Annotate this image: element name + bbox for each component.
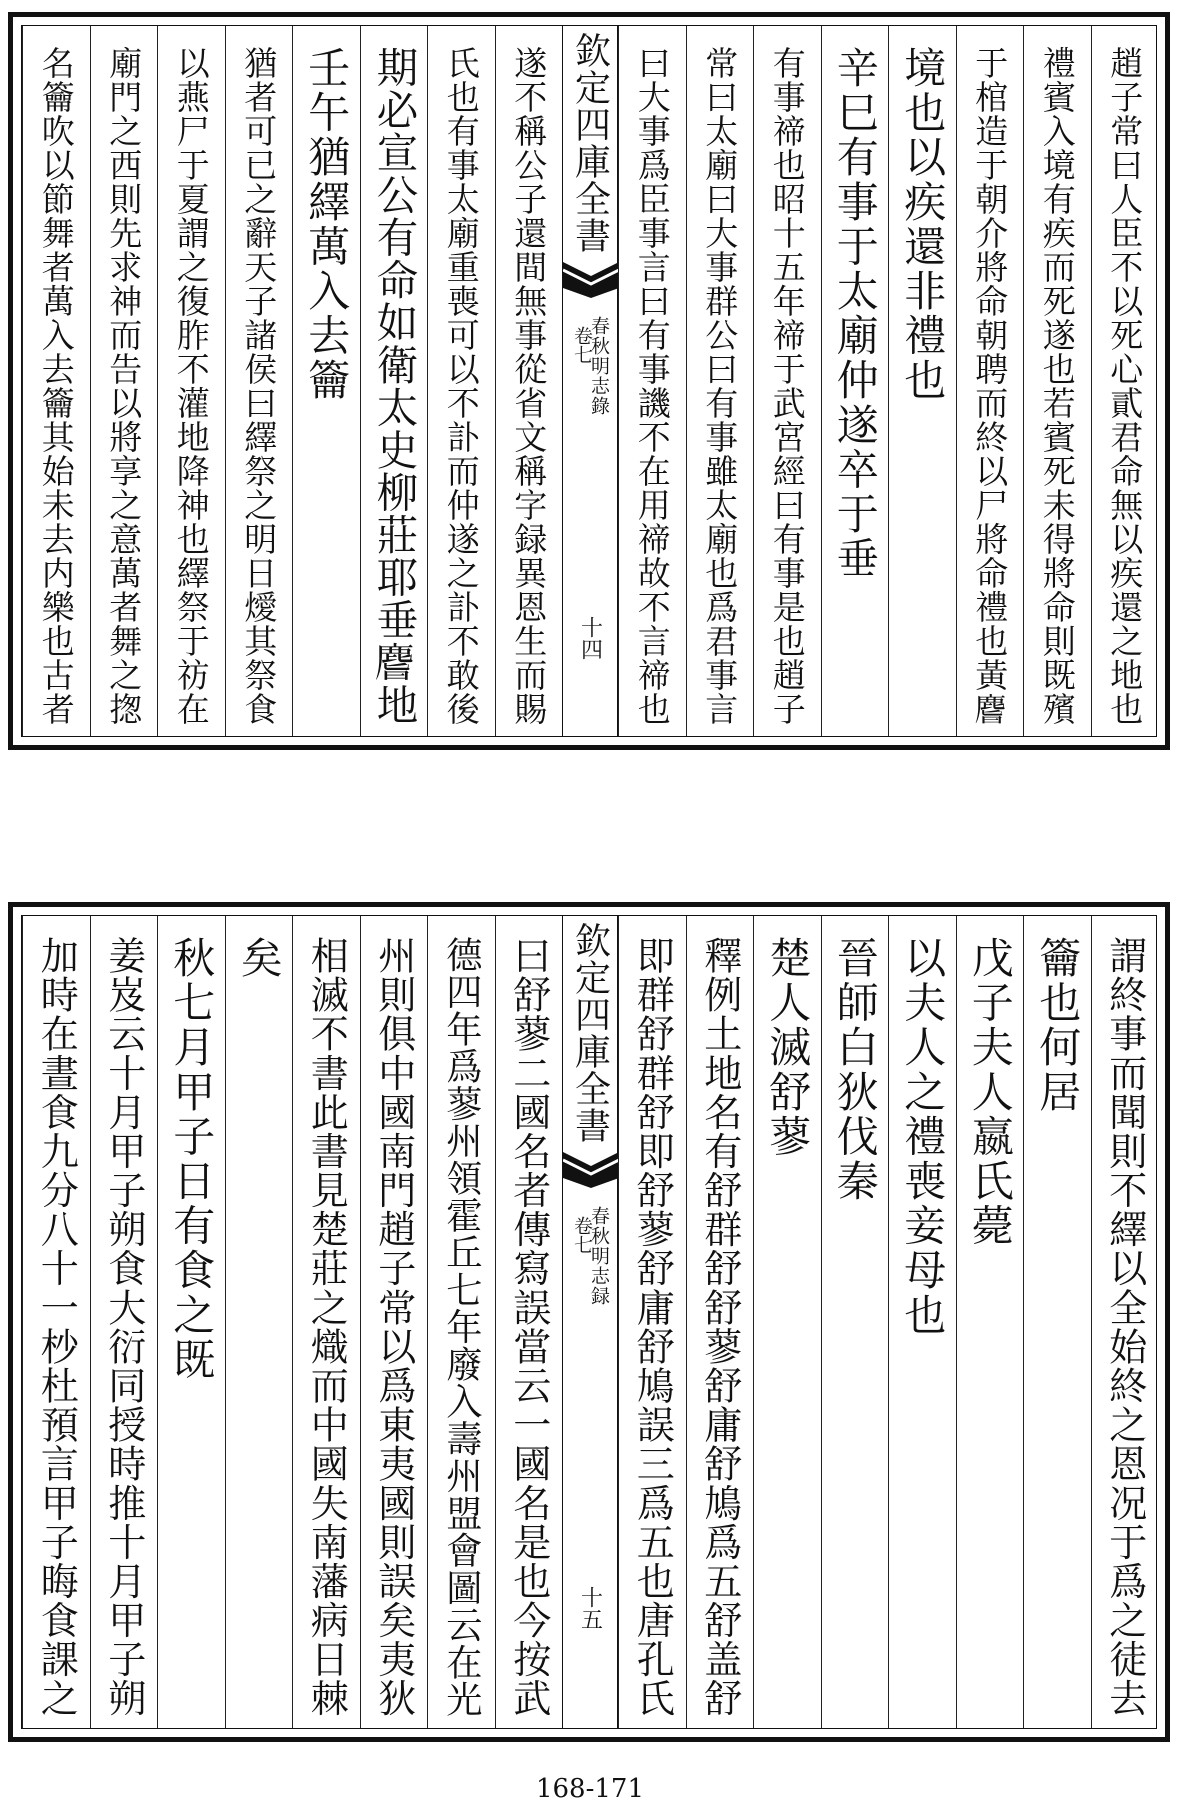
text-column xyxy=(360,916,428,1728)
text-column xyxy=(821,916,889,1728)
column-text: 釋例土地名有舒群舒舒蓼舒庸舒鳩爲五舒盖舒 xyxy=(697,936,742,1718)
collection-title: 欽定四庫全書 xyxy=(569,922,611,1144)
text-column xyxy=(292,916,360,1728)
text-column xyxy=(956,26,1024,736)
fishtail-mark-icon xyxy=(563,1148,619,1188)
text-column xyxy=(821,26,889,736)
column-text: 期必宣公有命如衛太史柳莊耶垂𪊨地 xyxy=(369,46,419,726)
column-text: 境也以疾還非禮也 xyxy=(898,46,948,403)
book-title: 春秋明志錄 xyxy=(588,316,610,416)
column-text: 氏也有事太廟重喪可以不訃而仲遂之訃不敢後 xyxy=(441,46,481,726)
column-text: 即群舒群舒即舒蓼舒庸舒鳩誤三爲五也唐孔氏 xyxy=(630,936,675,1718)
page-frame xyxy=(8,902,1170,1742)
text-column xyxy=(225,916,293,1728)
text-column xyxy=(1023,26,1091,736)
column-text: 楚人滅舒蓼 xyxy=(763,936,813,1159)
column-text: 以夫人之禮喪妾母也 xyxy=(898,936,948,1338)
text-column xyxy=(618,916,686,1728)
volume-label: 卷七 xyxy=(571,326,593,364)
column-text: 矣 xyxy=(234,936,284,981)
text-column xyxy=(22,916,90,1728)
text-column xyxy=(956,916,1024,1728)
column-text: 猶者可已之辭天子諸侯曰繹祭之明日燰其祭食 xyxy=(239,46,279,726)
text-column xyxy=(90,916,158,1728)
text-column xyxy=(495,916,563,1728)
column-text: 州則俱中國南門趙子常以爲東夷國則誤矣夷狄 xyxy=(371,936,416,1718)
column-text: 加時在晝食九分八十一杪杜預言甲子晦食課之 xyxy=(34,936,79,1718)
text-column xyxy=(686,26,754,736)
text-column xyxy=(225,26,293,736)
text-column xyxy=(888,916,956,1728)
folio-number: 十四 xyxy=(577,616,603,660)
text-block xyxy=(21,915,1157,1729)
column-text: 趙子常曰人臣不以死心貳君命無以疾還之地也 xyxy=(1105,46,1145,726)
column-text: 遂不稱公子還間無事從省文稱字録異恩生而賜 xyxy=(509,46,549,726)
column-text: 常曰太廟曰大事群公曰有事雖太廟也爲君事言 xyxy=(700,46,740,726)
text-column xyxy=(157,916,225,1728)
text-column xyxy=(1023,916,1091,1728)
column-text: 曰舒蓼二國名者傳寫誤當云一國名是也今按武 xyxy=(506,936,551,1718)
column-text: 晉師白狄伐秦 xyxy=(830,936,880,1204)
volume-label: 卷七 xyxy=(571,1216,593,1254)
column-text: 籥也何居 xyxy=(1033,936,1083,1115)
column-text: 秋七月甲子日有食之既 xyxy=(167,936,217,1382)
column-text: 相滅不書此書見楚莊之熾而中國失南藩病日棘 xyxy=(304,936,349,1718)
center-fold-column xyxy=(562,916,618,1728)
column-text: 禮賓入境有疾而死遂也若賓死未得將命則既殯 xyxy=(1037,46,1077,726)
column-text: 德四年爲蓼州領霍丘七年廢入壽州盟會圖云在光 xyxy=(440,936,484,1718)
text-block xyxy=(21,25,1157,737)
collection-title: 欽定四庫全書 xyxy=(569,32,611,254)
center-fold-column xyxy=(562,26,618,736)
page-range-footer: 168-171 xyxy=(535,1774,645,1804)
column-text: 廟門之西則先求神而告以將享之意萬者舞之揔 xyxy=(104,46,144,726)
text-column xyxy=(427,26,495,736)
text-column xyxy=(1091,26,1159,736)
text-column xyxy=(495,26,563,736)
text-column xyxy=(753,916,821,1728)
text-column xyxy=(292,26,360,736)
column-text: 名籥吹以節舞者萬入去籥其始未去内樂也古者 xyxy=(36,46,76,726)
page-frame xyxy=(8,12,1170,750)
column-text: 以燕尸于夏謂之復胙不灌地降神也繹祭于祊在 xyxy=(171,46,211,726)
column-text: 謂終事而聞則不繹以全始終之恩况于爲之徒去 xyxy=(1102,936,1147,1718)
text-column xyxy=(157,26,225,736)
text-column xyxy=(90,26,158,736)
text-column xyxy=(1091,916,1159,1728)
text-column xyxy=(427,916,495,1728)
text-column xyxy=(888,26,956,736)
column-text: 曰大事爲臣事言曰有事譏不在用禘故不言禘也 xyxy=(632,46,672,726)
column-text: 姜岌云十月甲子朔食大衍同授時推十月甲子朔 xyxy=(101,936,146,1718)
column-text: 有事禘也昭十五年禘于武宮經曰有事是也趙子 xyxy=(767,46,807,726)
text-column xyxy=(360,26,428,736)
column-text: 壬午猶繹萬入去籥 xyxy=(302,46,352,403)
text-column xyxy=(753,26,821,736)
text-column xyxy=(22,26,90,736)
column-text: 于棺造于朝介將命朝聘而終以尸將命禮也黃𪊨 xyxy=(970,46,1010,726)
book-title: 春秋明志録 xyxy=(588,1206,610,1306)
folio-number: 十五 xyxy=(577,1586,603,1630)
column-text: 辛巳有事于太廟仲遂卒于垂 xyxy=(830,46,880,582)
text-column xyxy=(618,26,686,736)
column-text: 戊子夫人嬴氏薨 xyxy=(965,936,1015,1249)
fishtail-mark-icon xyxy=(563,258,619,298)
text-column xyxy=(686,916,754,1728)
